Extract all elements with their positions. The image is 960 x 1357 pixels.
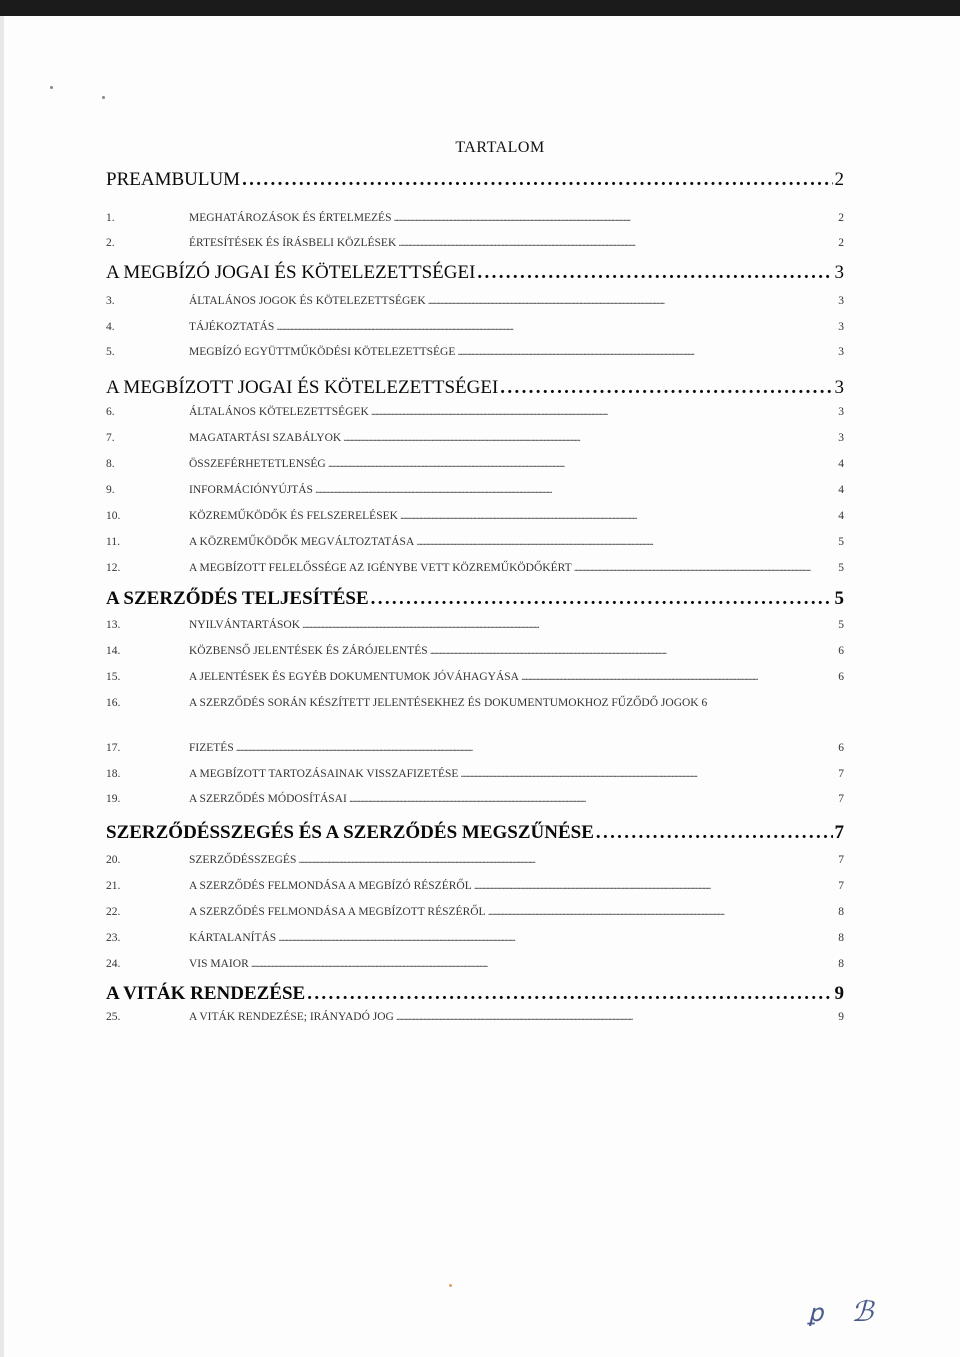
item-title: A SZERZŐDÉS FELMONDÁSA A MEGBÍZÓ RÉSZÉRŐL — [189, 880, 472, 892]
scan-speck — [102, 96, 105, 99]
leader-dots — [474, 878, 837, 894]
leader-dots — [428, 293, 837, 309]
leader-dots — [343, 430, 836, 446]
item-number: 22. — [106, 906, 121, 918]
item-number: 9. — [106, 484, 115, 496]
leader-dots — [393, 210, 836, 226]
leader-dots — [430, 643, 837, 659]
item-title: TÁJÉKOZTATÁS — [189, 321, 275, 333]
page-number: 7 — [838, 768, 844, 780]
page-number: 5 — [838, 619, 844, 631]
item-title: MAGATARTÁSI SZABÁLYOK — [189, 432, 342, 444]
leader-dots — [416, 534, 836, 550]
section-title: PREAMBULUM — [106, 169, 241, 190]
leader-dots — [457, 344, 836, 360]
item-title: ÁLTALÁNOS JOGOK ÉS KÖTELEZETTSÉGEK — [189, 295, 426, 307]
item-number: 25. — [106, 1011, 121, 1023]
leader-dots — [236, 740, 837, 756]
page-number: 3 — [838, 406, 844, 418]
leader-dots — [251, 956, 837, 972]
item-number: 14. — [106, 645, 121, 657]
item-number: 2. — [106, 237, 115, 249]
toc-title: TARTALOM — [455, 139, 545, 156]
item-number: 19. — [106, 793, 121, 805]
item-title: MEGBÍZÓ EGYÜTTMŰKÖDÉSI KÖTELEZETTSÉGE — [189, 346, 456, 358]
page-number: 4 — [838, 484, 844, 496]
item-number: 15. — [106, 671, 121, 683]
leader-dots — [574, 560, 837, 576]
leader-dots — [477, 261, 832, 285]
scan-left-edge — [0, 16, 4, 1357]
page-number: 9 — [834, 983, 844, 1004]
page-number: 7 — [838, 793, 844, 805]
page-number: 8 — [838, 958, 844, 970]
page-number: 7 — [834, 822, 844, 843]
toc-section-entry[interactable] — [106, 168, 844, 192]
toc-item-entry[interactable] — [106, 430, 844, 446]
item-title: SZERZŐDÉSSZEGÉS — [189, 854, 297, 866]
item-title: MEGHATÁROZÁSOK ÉS ÉRTELMEZÉS — [189, 212, 392, 224]
toc-item-entry[interactable] — [106, 293, 844, 309]
page-number: 2 — [838, 237, 844, 249]
item-title: A MEGBÍZOTT FELELŐSSÉGE AZ IGÉNYBE VETT KÖZREMŰKÖDŐKÉRT — [189, 562, 572, 574]
toc-item-entry[interactable] — [106, 643, 844, 659]
item-number: 13. — [106, 619, 121, 631]
scan-speck — [50, 86, 53, 89]
item-title: A SZERZŐDÉS MÓDOSÍTÁSAI — [189, 793, 347, 805]
page-number: 6 — [838, 645, 844, 657]
scan-speck — [449, 1284, 452, 1287]
toc-item-entry[interactable] — [106, 904, 844, 920]
page-number: 6 — [838, 742, 844, 754]
toc-item-entry[interactable] — [106, 235, 844, 251]
leader-dots — [596, 821, 833, 845]
section-title: A VITÁK RENDEZÉSE — [106, 983, 306, 1004]
item-title: ÉRTESÍTÉSEK ÉS ÍRÁSBELI KÖZLÉSEK — [189, 237, 397, 249]
leader-dots — [396, 1009, 836, 1025]
toc-section-entry[interactable] — [106, 821, 844, 845]
item-title: A KÖZREMŰKÖDŐK MEGVÁLTOZTATÁSA — [189, 536, 415, 548]
leader-dots — [349, 791, 836, 807]
leader-dots — [276, 319, 836, 335]
toc-item-entry[interactable] — [106, 1009, 844, 1025]
toc-section-entry[interactable] — [106, 261, 844, 285]
toc-section-entry[interactable] — [106, 376, 844, 400]
toc-item-entry[interactable] — [106, 344, 844, 360]
item-number: 21. — [106, 880, 121, 892]
page-number: 7 — [838, 854, 844, 866]
page-number: 2 — [838, 212, 844, 224]
item-title: ÁLTALÁNOS KÖTELEZETTSÉGEK — [189, 406, 369, 418]
page-number: 4 — [838, 510, 844, 522]
page-number: 7 — [838, 880, 844, 892]
item-title: A SZERZŐDÉS FELMONDÁSA A MEGBÍZOTT RÉSZÉRŐL — [189, 906, 486, 918]
page-number: 3 — [834, 262, 844, 283]
toc-item-entry[interactable] — [106, 456, 844, 472]
toc-item-entry[interactable] — [106, 319, 844, 335]
toc-item-entry[interactable] — [106, 740, 844, 756]
item-title: FIZETÉS — [189, 742, 234, 754]
item-title: VIS MAIOR — [189, 958, 249, 970]
item-number: 23. — [106, 932, 121, 944]
page-number: 9 — [838, 1011, 844, 1023]
leader-dots — [400, 508, 836, 524]
toc-item-entry[interactable] — [106, 210, 844, 226]
leader-dots — [460, 766, 836, 782]
page-number: 3 — [838, 321, 844, 333]
item-title: NYILVÁNTARTÁSOK — [189, 619, 301, 631]
handwritten-initials — [808, 1295, 873, 1328]
leader-dots — [521, 669, 836, 685]
item-number: 4. — [106, 321, 115, 333]
leader-dots — [302, 617, 836, 633]
leader-dots — [371, 587, 833, 611]
page-number: 8 — [838, 932, 844, 944]
toc-section-entry[interactable] — [106, 982, 844, 1006]
leader-dots — [488, 904, 837, 920]
page-number: 4 — [838, 458, 844, 470]
item-title: KÁRTALANÍTÁS — [189, 932, 277, 944]
section-title: SZERZŐDÉSSZEGÉS ÉS A SZERZŐDÉS MEGSZŰNÉSE — [106, 822, 594, 843]
toc-item-entry[interactable] — [106, 956, 844, 972]
page-number: 2 — [834, 169, 844, 190]
leader-dots — [500, 376, 832, 400]
toc-item-entry[interactable] — [106, 560, 844, 576]
page-number: 5 — [834, 588, 844, 609]
leader-dots — [242, 168, 832, 192]
toc-section-entry[interactable] — [106, 587, 844, 611]
item-number: 5. — [106, 346, 115, 358]
section-title: A MEGBÍZÓ JOGAI ÉS KÖTELEZETTSÉGEI — [106, 262, 476, 283]
toc-item-entry[interactable] — [106, 404, 844, 420]
item-title: A VITÁK RENDEZÉSE; IRÁNYADÓ JOG — [189, 1011, 394, 1023]
page-number: 3 — [838, 346, 844, 358]
section-title: A MEGBÍZOTT JOGAI ÉS KÖTELEZETTSÉGEI — [106, 377, 499, 398]
page-number: 5 — [838, 536, 844, 548]
item-title: KÖZBENSŐ JELENTÉSEK ÉS ZÁRÓJELENTÉS — [189, 645, 428, 657]
item-title: A MEGBÍZOTT TARTOZÁSAINAK VISSZAFIZETÉSE — [189, 768, 459, 780]
toc-item-entry[interactable] — [106, 695, 844, 727]
item-number: 17. — [106, 742, 121, 754]
page-number: 5 — [838, 562, 844, 574]
item-number: 8. — [106, 458, 115, 470]
leader-dots — [371, 404, 836, 420]
item-number: 20. — [106, 854, 121, 866]
toc-item-entry[interactable] — [106, 534, 844, 550]
item-title: KÖZREMŰKÖDŐK ÉS FELSZERELÉSEK — [189, 510, 398, 522]
handwriting-page-mark: ℬ — [851, 1295, 874, 1328]
leader-dots — [278, 930, 836, 946]
item-number: 11. — [106, 536, 120, 548]
leader-dots — [307, 982, 832, 1006]
item-title: INFORMÁCIÓNYÚJTÁS — [189, 484, 313, 496]
item-number: 1. — [106, 212, 115, 224]
page-number: 3 — [834, 377, 844, 398]
item-title: A JELENTÉSEK ÉS EGYÉB DOKUMENTUMOK JÓVÁHAGYÁSA — [189, 671, 519, 683]
toc-item-entry[interactable] — [106, 766, 844, 782]
toc-item-entry[interactable] — [106, 852, 844, 868]
scan-top-border — [0, 0, 960, 16]
item-number: 12. — [106, 562, 121, 574]
toc-item-entry[interactable] — [106, 617, 844, 633]
item-number: 16. — [106, 697, 121, 709]
item-number: 24. — [106, 958, 121, 970]
item-number: 3. — [106, 295, 115, 307]
item-number: 10. — [106, 510, 121, 522]
page-number: 3 — [838, 295, 844, 307]
item-title: A SZERZŐDÉS SORÁN KÉSZÍTETT JELENTÉSEKHEZ ÉS DOKUMENTUMOKHOZ FŰZŐDŐ JOGOK 6 — [189, 697, 708, 709]
item-number: 6. — [106, 406, 115, 418]
item-number: 18. — [106, 768, 121, 780]
item-title: ÖSSZEFÉRHETETLENSÉG — [189, 458, 326, 470]
toc-item-entry[interactable] — [106, 508, 844, 524]
toc-item-entry[interactable] — [106, 669, 844, 685]
leader-dots — [315, 482, 836, 498]
section-title: A SZERZŐDÉS TELJESÍTÉSE — [106, 588, 369, 609]
leader-dots — [328, 456, 837, 472]
item-number: 7. — [106, 432, 115, 444]
page-number: 6 — [838, 671, 844, 683]
leader-dots — [298, 852, 836, 868]
page-number: 8 — [838, 906, 844, 918]
toc-item-entry[interactable] — [106, 930, 844, 946]
toc-item-entry[interactable] — [106, 791, 844, 807]
toc-item-entry[interactable] — [106, 482, 844, 498]
page-number: 3 — [838, 432, 844, 444]
leader-dots — [398, 235, 836, 251]
handwriting-signature-mark: ꝑ — [808, 1299, 824, 1327]
toc-item-entry[interactable] — [106, 878, 844, 894]
